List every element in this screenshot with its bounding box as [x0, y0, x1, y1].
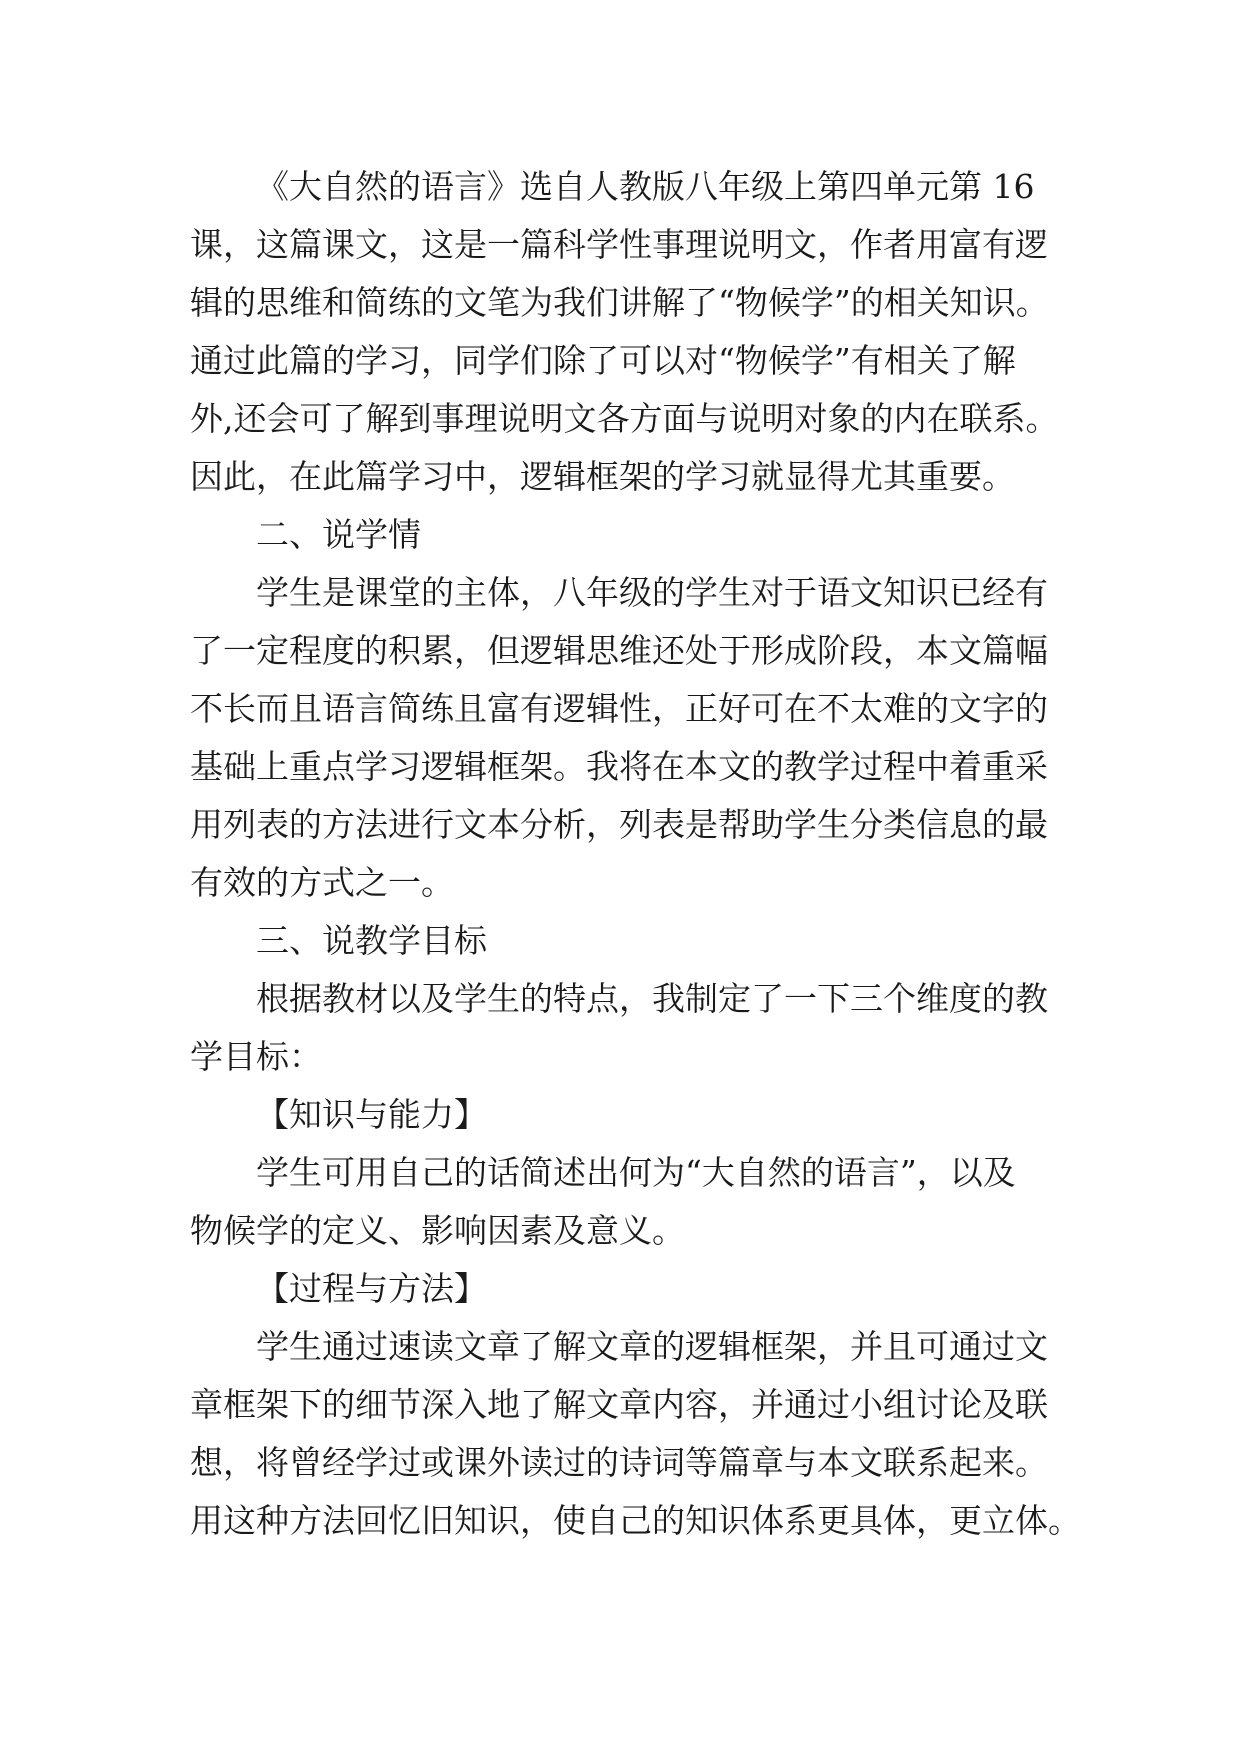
- body-text-line: 因此，在此篇学习中，逻辑框架的学习就显得尤其重要。: [190, 457, 1015, 496]
- body-text-line: 章框架下的细节深入地了解文章内容，并通过小组讨论及联: [190, 1385, 1048, 1424]
- section-heading: 二、说学情: [256, 515, 421, 554]
- body-text-line: 辑的思维和简练的文笔为我们讲解了“物候学”的相关知识。: [190, 283, 1049, 322]
- body-text-line: 课，这篇课文，这是一篇科学性事理说明文，作者用富有逻: [190, 225, 1048, 264]
- body-text-line: 基础上重点学习逻辑框架。我将在本文的教学过程中着重采: [190, 747, 1048, 786]
- body-text-line: 学生通过速读文章了解文章的逻辑框架，并且可通过文: [256, 1327, 1048, 1366]
- body-text-line: 学目标：: [190, 1037, 322, 1076]
- body-text-line: 外,还会可了解到事理说明文各方面与说明对象的内在联系。: [190, 399, 1059, 438]
- body-text-line: 不长而且语言简练且富有逻辑性，正好可在不太难的文字的: [190, 689, 1048, 728]
- section-heading: 三、说教学目标: [256, 921, 487, 960]
- body-text-line: 了一定程度的积累，但逻辑思维还处于形成阶段，本文篇幅: [190, 631, 1048, 670]
- body-text-line: 用列表的方法进行文本分析，列表是帮助学生分类信息的最: [190, 805, 1048, 844]
- body-text-line: 用这种方法回忆旧知识，使自己的知识体系更具体，更立体。: [190, 1501, 1081, 1540]
- subsection-heading: 【过程与方法】: [256, 1269, 487, 1308]
- body-text-line: 通过此篇的学习，同学们除了可以对“物候学”有相关了解: [190, 341, 1016, 380]
- body-text-line: 有效的方式之一。: [190, 863, 454, 902]
- body-text-line: 学生是课堂的主体，八年级的学生对于语文知识已经有: [256, 573, 1048, 612]
- body-text-line: 《大自然的语言》选自人教版八年级上第四单元第 16: [256, 167, 1035, 206]
- body-text-line: 想，将曾经学过或课外读过的诗词等篇章与本文联系起来。: [190, 1443, 1048, 1482]
- body-text-line: 根据教材以及学生的特点，我制定了一下三个维度的教: [256, 979, 1048, 1018]
- body-text-line: 学生可用自己的话简述出何为“大自然的语言”，以及: [256, 1153, 1016, 1192]
- subsection-heading: 【知识与能力】: [256, 1095, 487, 1134]
- body-text-line: 物候学的定义、影响因素及意义。: [190, 1211, 685, 1250]
